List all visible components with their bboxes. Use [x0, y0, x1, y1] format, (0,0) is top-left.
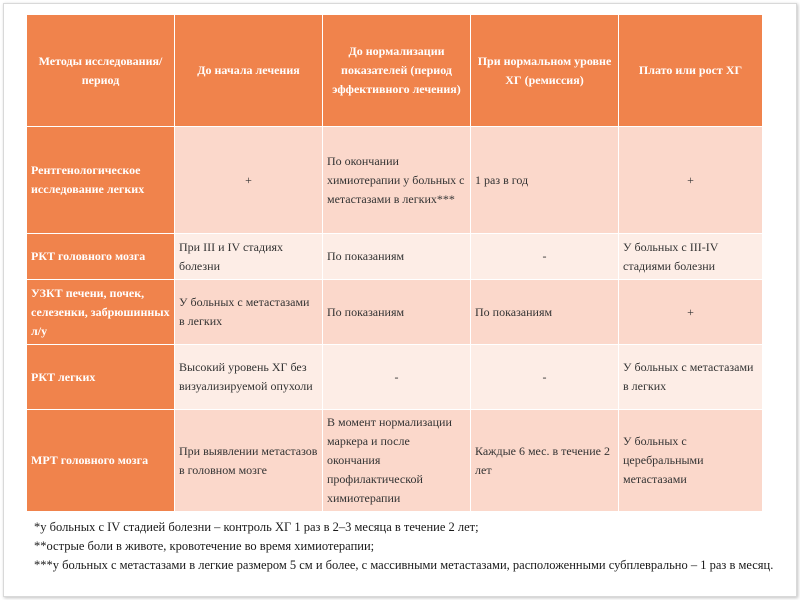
table-cell: По показаниям	[471, 280, 619, 345]
header-before-treatment: До начала лечения	[175, 15, 323, 127]
row-method: МРТ головного мозга	[27, 410, 175, 512]
footnote-2: **острые боли в животе, кровотечение во время химиотерапии;	[34, 539, 375, 553]
table-row	[27, 345, 763, 410]
table-row	[27, 234, 763, 280]
table-cell: При III и IV стадиях болезни	[175, 234, 323, 280]
slide	[3, 3, 797, 597]
header-plateau-or-rise: Плато или рост ХГ	[619, 15, 763, 127]
table-cell: По показаниям	[323, 280, 471, 345]
table-cell: У больных с церебральными метастазами	[619, 410, 763, 512]
header-before-normalization: До нормализации показателей (период эффективного лечения)	[323, 15, 471, 127]
header-methods: Методы исследования/период	[27, 15, 175, 127]
table-cell: +	[175, 127, 323, 234]
row-method: УЗКТ печени, почек, селезенки, забрюшинных л/у	[27, 280, 175, 345]
table-cell: -	[471, 345, 619, 410]
table-cell: По окончании химиотерапии у больных с метастазами в легких***	[323, 127, 471, 234]
row-method: РКТ головного мозга	[27, 234, 175, 280]
row-method: РКТ легких	[27, 345, 175, 410]
table-row	[27, 127, 763, 234]
table-cell: У больных с III-IV стадиями болезни	[619, 234, 763, 280]
table-cell: -	[471, 234, 619, 280]
table-header-row	[27, 15, 763, 127]
monitoring-table	[26, 14, 763, 512]
footnote-3: ***у больных с метастазами в легкие размером 5 см и более, с массивными метастазами, расположенными субплеврально – 1 раз в месяц.	[34, 558, 774, 572]
footnote-1: *у больных с IV стадией болезни – контроль ХГ 1 раз в 2–3 месяца в течение 2 лет;	[34, 520, 479, 534]
table-cell: В момент нормализации маркера и после окончания профилактической химиотерапии	[323, 410, 471, 512]
table-cell: 1 раз в год	[471, 127, 619, 234]
table-cell: -	[323, 345, 471, 410]
table-cell: У больных с метастазами в легких	[175, 280, 323, 345]
table-cell: При выявлении метастазов в головном мозге	[175, 410, 323, 512]
table-cell: У больных с метастазами в легких	[619, 345, 763, 410]
table-cell: +	[619, 280, 763, 345]
footnotes	[34, 518, 774, 575]
table-cell: +	[619, 127, 763, 234]
table-row	[27, 410, 763, 512]
table-cell: Каждые 6 мес. в течение 2 лет	[471, 410, 619, 512]
header-remission: При нормальном уровне ХГ (ремиссия)	[471, 15, 619, 127]
row-method: Рентгенологическое исследование легких	[27, 127, 175, 234]
table-cell: Высокий уровень ХГ без визуализируемой опухоли	[175, 345, 323, 410]
table-cell: По показаниям	[323, 234, 471, 280]
table-row	[27, 280, 763, 345]
